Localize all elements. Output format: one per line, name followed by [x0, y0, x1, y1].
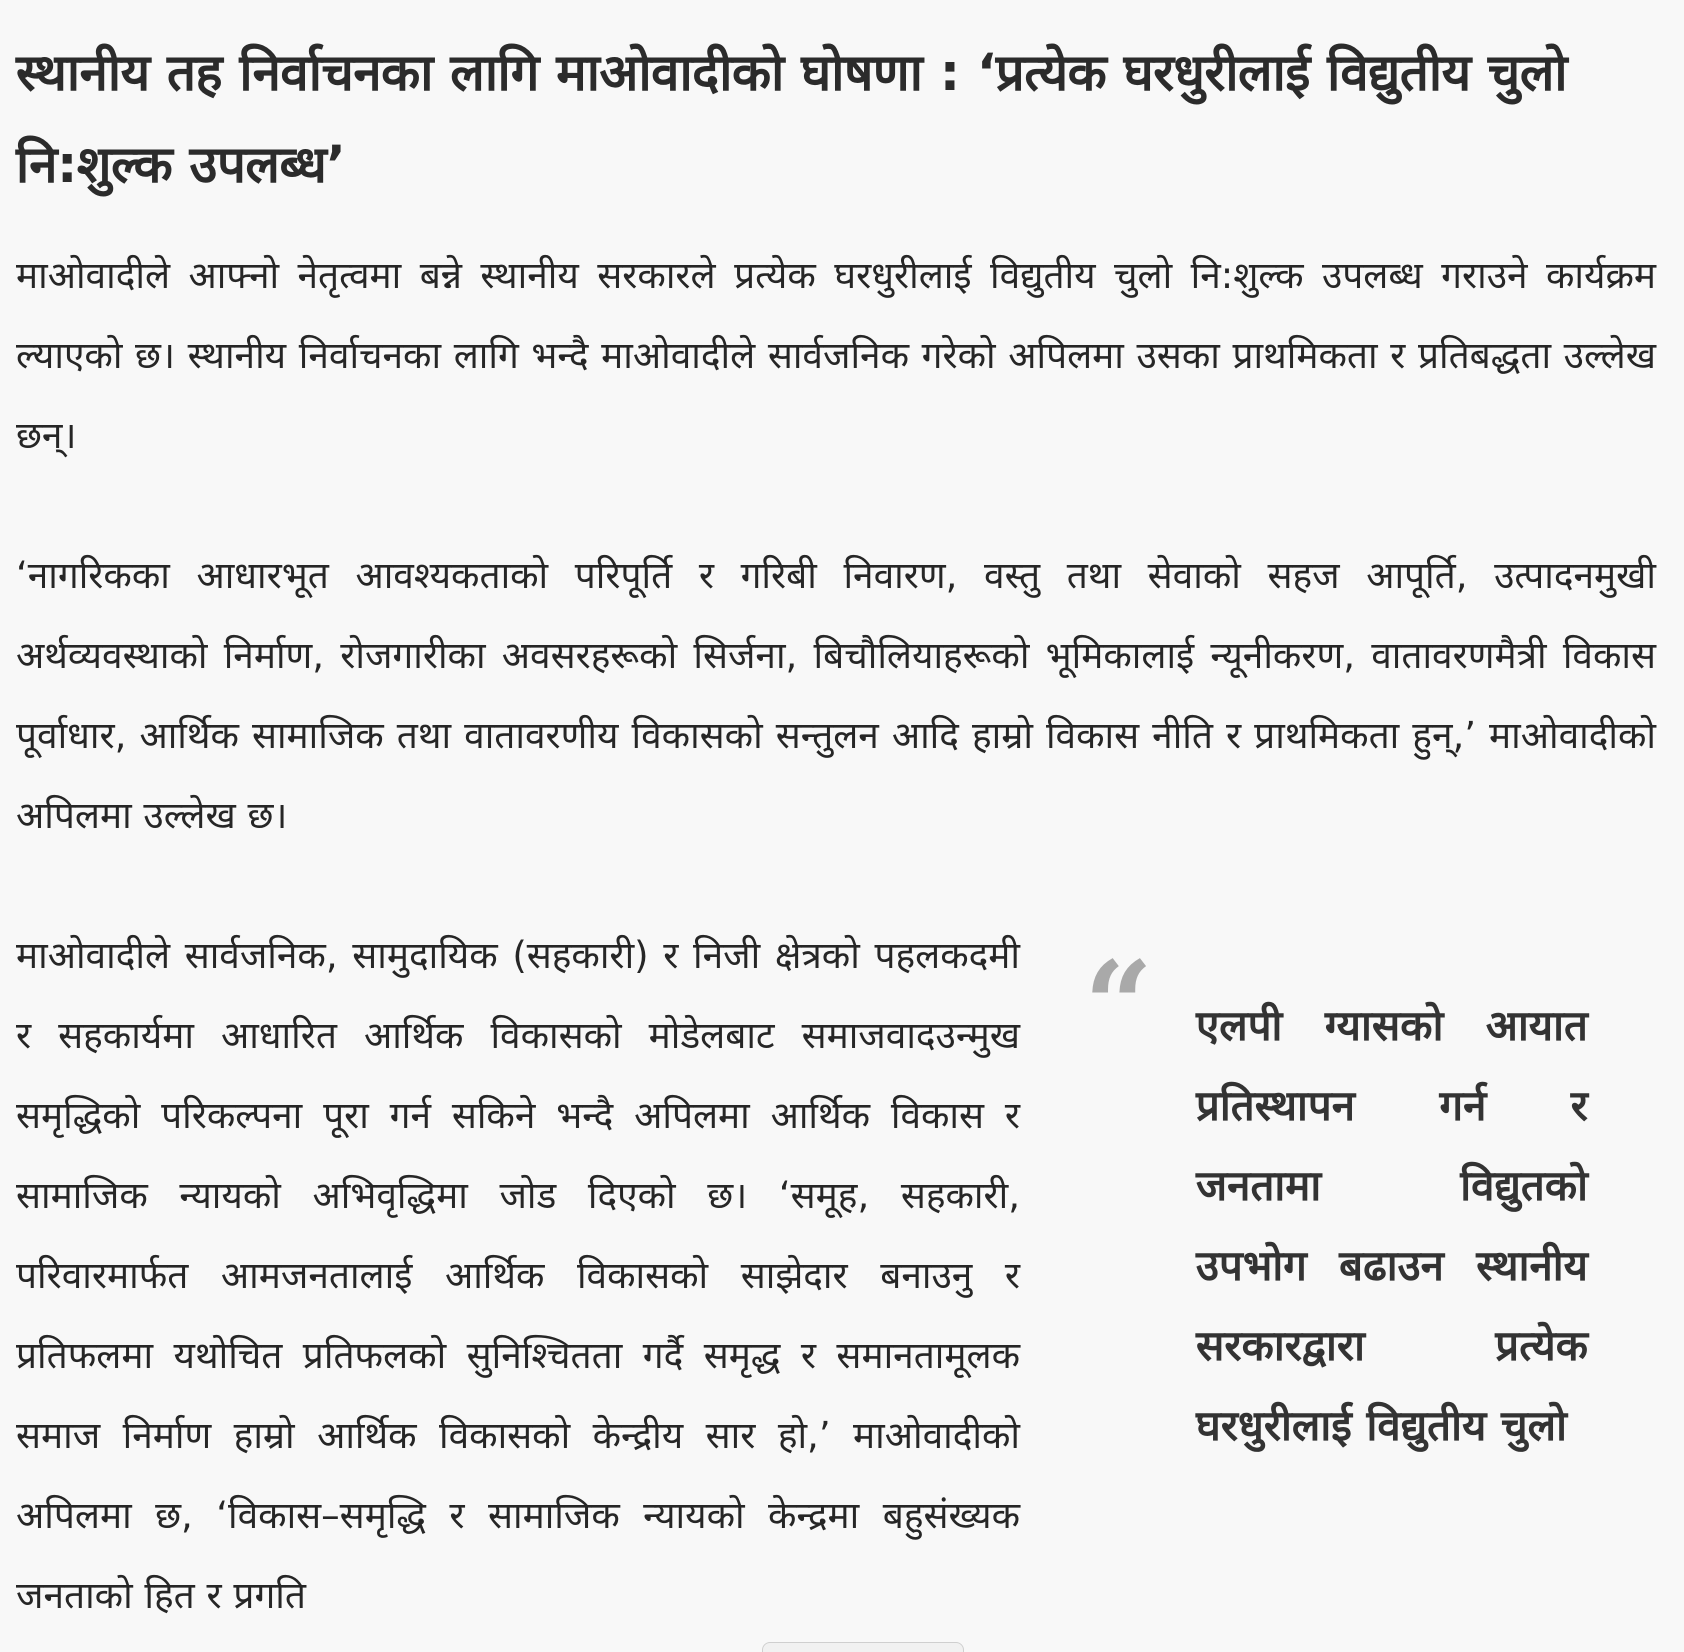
pullquote-text: एलपी ग्यासको आयात प्रतिस्थापन गर्न र जनतामा विद्युतको उपभोग बढाउन स्थानीय सरकारद्वारा प्रत्येक घरधुरीलाई विद्युतीय चुलो: [1196, 1001, 1588, 1450]
article: [16, 28, 1656, 1652]
article-paragraph-1: माओवादीले आफ्नो नेतृत्वमा बन्ने स्थानीय सरकारले प्रत्येक घरधुरीलाई विद्युतीय चुलो नि:शुल्क उपलब्ध गराउने कार्यक्रम ल्याएको छ। स्थानीय निर्वाचनका लागि भन्दै माओवादीले सार्वजनिक गरेको अपिलमा उसका प्राथमिकता र प्रतिबद्धता उल्लेख छन्।: [16, 254, 1656, 457]
article-paragraph-3: माओवादीले सार्वजनिक, सामुदायिक (सहकारी) र निजी क्षेत्रको पहलकदमी र सहकार्यमा आधारित आर्थिक विकासको मोडेलबाट समाजवादउन्मुख समृद्धिको परिकल्पना पूरा गर्न सकिने भन्दै अपिलमा आर्थिक विकास र सामाजिक न्यायको अभिवृद्धिमा जोड दिएको छ। ‘समूह, सहकारी, परिवारमार्फत आमजनतालाई आर्थिक विकासको साझेदार बनाउनु र प्रतिफलमा यथोचित प्रतिफलको सुनिश्चितता गर्दै समृद्ध र समानतामूलक समाज निर्माण हाम्रो आर्थिक विकासको केन्द्रीय सार हो,’ माओवादीको अपिलमा छ, ‘विकास–समृद्धि र सामाजिक न्यायको केन्द्रमा बहुसंख्यक जनताको हित र प्रगति: [16, 934, 1020, 1617]
floating-overlay-chip[interactable]: [762, 1642, 964, 1652]
article-headline: स्थानीय तह निर्वाचनका लागि माओवादीको घोषणा : ‘प्रत्येक घरधुरीलाई विद्युतीय चुलो नि:शुल्क उपलब्ध’: [16, 44, 1568, 195]
article-paragraph-2: ‘नागरिकका आधारभूत आवश्यकताको परिपूर्ति र गरिबी निवारण, वस्तु तथा सेवाको सहज आपूर्ति, उत्पादनमुखी अर्थव्यवस्थाको निर्माण, रोजगारीका अवसरहरूको सिर्जना, बिचौलियाहरूको भूमिकालाई न्यूनीकरण, वातावरणमैत्री विकास पूर्वाधार, आर्थिक सामाजिक तथा वातावरणीय विकासको सन्तुलन आदि हाम्रो विकास नीति र प्राथमिकता हुन्,’ माओवादीको अपिलमा उल्लेख छ।: [16, 554, 1656, 837]
quote-mark-icon: “: [1084, 935, 1154, 1076]
article-two-column-section: [16, 916, 1656, 1652]
